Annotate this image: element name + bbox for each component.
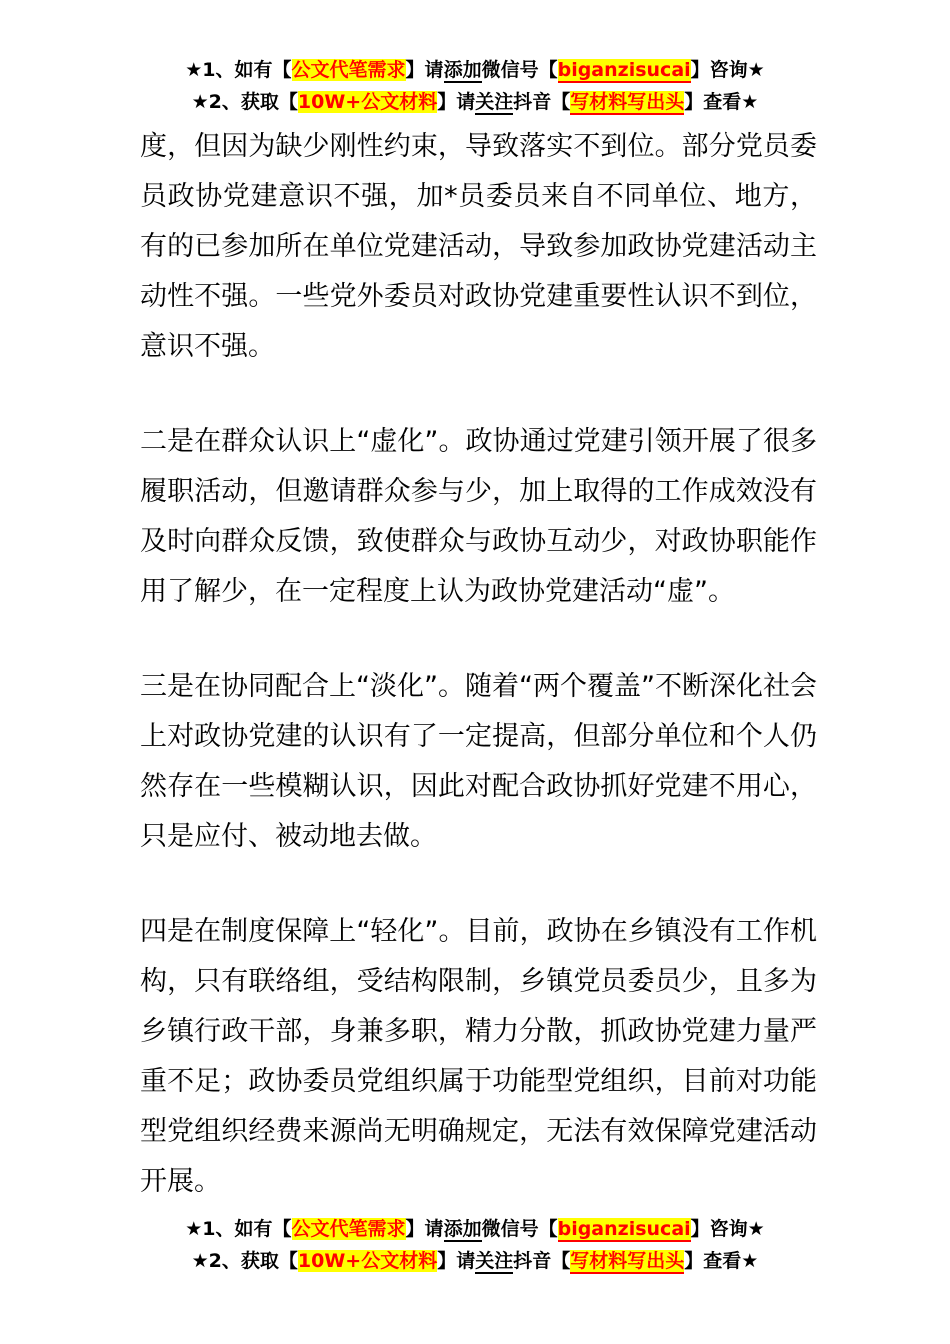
body-paragraph-3: 三是在协同配合上“淡化”。随着“两个覆盖”不断深化社会上对政协党建的认识有了一定提高，但部分单位和个人仍然存在一些模糊认识，因此对配合政协抓好党建不用心，只是应付、被动地去做。 [140,671,817,852]
promo-header [0,54,950,118]
promo-header-line-2 [0,86,950,118]
promo-text-run: 】查看★ [684,91,759,113]
promo-text-run: ★2、获取【 [191,91,298,113]
promo-text-run: 】请 [437,1250,476,1272]
promo-text-run: 添加 [443,1218,482,1240]
promo-text-run: 微信号【 [481,59,558,81]
promo-text-run: 】咨询★ [690,59,765,81]
promo-text-run: biganzisucai [557,1218,691,1240]
body-paragraph-4: 四是在制度保障上“轻化”。目前，政协在乡镇没有工作机构，只有联络组，受结构限制，乡镇党员委员少，且多为乡镇行政干部，身兼多职，精力分散，抓政协党建力量严重不足；政协委员党组织属于功能型党组织，目前对功能型党组织经费来源尚无明确规定，无法有效保障党建活动开展。 [140,916,817,1197]
promo-text-run: 写材料写出头 [570,91,685,113]
promo-text-run: 添加 [443,59,482,81]
promo-text-run: ★1、如有【 [185,1218,292,1240]
promo-text-run: ★2、获取【 [191,1250,298,1272]
promo-text-run: 关注 [475,91,514,113]
promo-footer-line-1 [0,1213,950,1245]
promo-text-run: 公文代笔需求 [291,1218,406,1240]
promo-text-run: 写材料写出头 [570,1250,685,1272]
promo-text-run: 公文代笔需求 [291,59,406,81]
promo-text-run: 抖音【 [513,1250,571,1272]
promo-text-run: 10W+公文材料 [297,91,438,113]
promo-header-line-1 [0,54,950,86]
promo-text-run: 】请 [405,59,444,81]
body-paragraph-2: 二是在群众认识上“虚化”。政协通过党建引领开展了很多履职活动，但邀请群众参与少，加上取得的工作成效没有及时向群众反馈，致使群众与政协互动少，对政协职能作用了解少，在一定程度上认为政协党建活动“虚”。 [140,426,817,607]
promo-footer [0,1213,950,1277]
promo-text-run: 】请 [437,91,476,113]
promo-text-run: 】请 [405,1218,444,1240]
promo-text-run: 微信号【 [481,1218,558,1240]
promo-text-run: 抖音【 [513,91,571,113]
promo-text-run: ★1、如有【 [185,59,292,81]
promo-footer-line-2 [0,1245,950,1277]
promo-text-run: biganzisucai [557,59,691,81]
document-body [140,122,817,1207]
body-paragraph-1: 度，但因为缺少刚性约束，导致落实不到位。部分党员委员政协党建意识不强，加*员委员来自不同单位、地方，有的已参加所在单位党建活动，导致参加政协党建活动主动性不强。一些党外委员对政协党建重要性认识不到位，意识不强。 [140,131,817,362]
promo-text-run: 关注 [475,1250,514,1272]
promo-text-run: 】查看★ [684,1250,759,1272]
promo-text-run: 】咨询★ [690,1218,765,1240]
promo-text-run: 10W+公文材料 [297,1250,438,1272]
